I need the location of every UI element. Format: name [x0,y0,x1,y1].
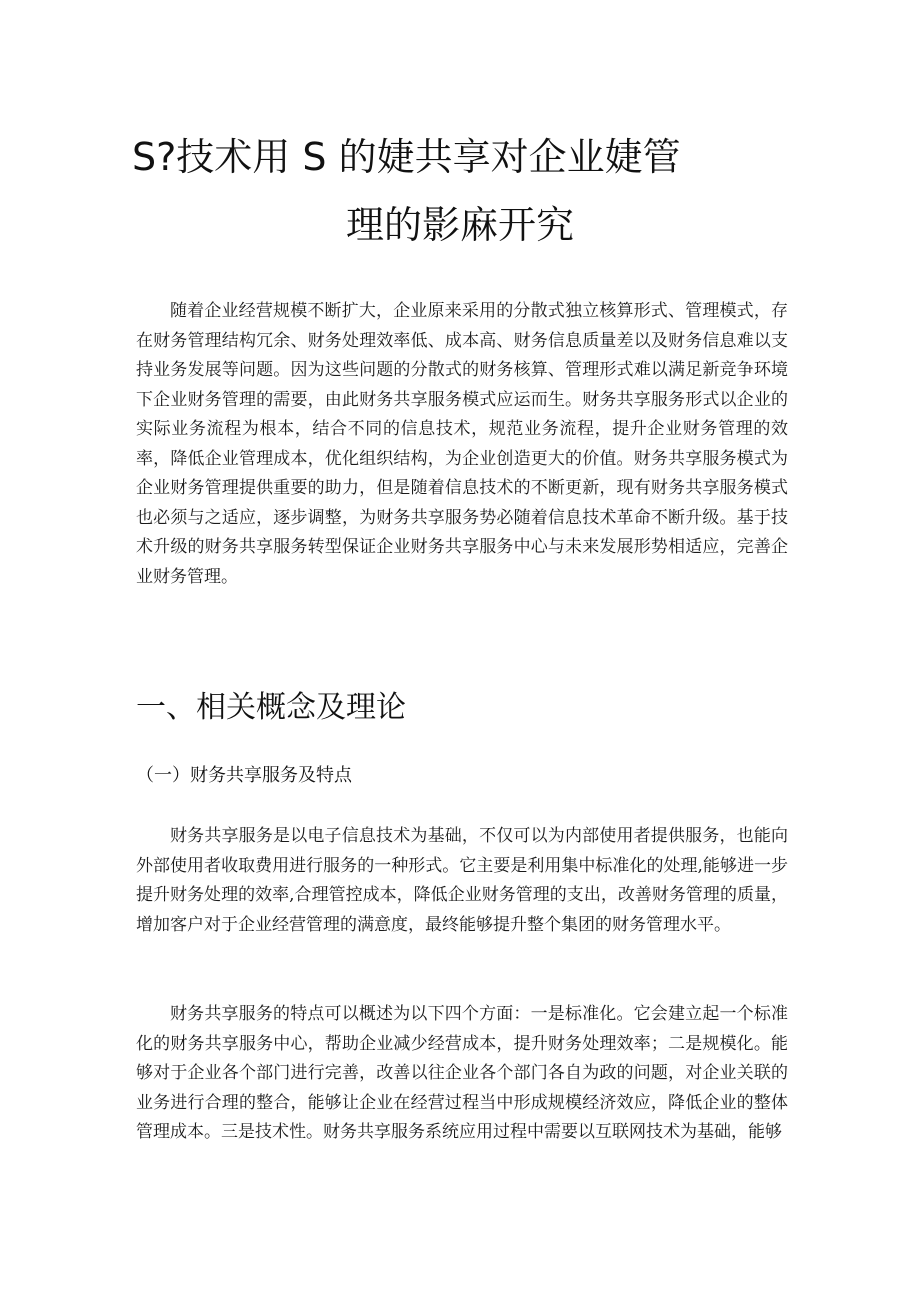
section-heading: 一、相关概念及理论 [136,690,406,725]
intro-paragraph: 随着企业经营规模不断扩大，企业原来采用的分散式独立核算形式、管理模式，存在财务管理结构冗余、财务处理效率低、成本高、财务信息质量差以及财务信息难以支持业务发展等问题。因为这些问题的分散式的财务核算、管理形式难以满足新竞争环境下企业财务管理的需要，由此财务共享服务模式应运而生。财务共享服务形式以企业的实际业务流程为根本，结合不同的信息技术，规范业务流程，提升企业财务管理的效率，降低企业管理成本，优化组织结构，为企业创造更大的价值。财务共享服务模式为企业财务管理提供重要的助力，但是随着信息技术的不断更新，现有财务共享服务模式也必须与之适应，逐步调整，为财务共享服务势必随着信息技术革命不断升级。基于技术升级的财务共享服务转型保证企业财务共享服务中心与未来发展形势相适应，完善企业财务管理。 [136,301,788,587]
title-line-1: S?技术用 S 的婕共享对企业婕管 [132,135,681,179]
body-paragraph-2: 财务共享服务是以电子信息技术为基础，不仅可以为内部使用者提供服务，也能向外部使用者收取费用进行服务的一种形式。它主要是利用集中标准化的处理,能够进一步提升财务处理的效率,合理管控成本，降低企业财务管理的支出，改善财务管理的质量，增加客户对于企业经营管理的满意度，最终能够提升整个集团的财务管理水平。 [136,826,788,935]
subsection-heading: （一）财务共享服务及特点 [136,765,352,786]
body-paragraph-3: 财务共享服务的特点可以概述为以下四个方面：一是标准化。它会建立起一个标准化的财务共享服务中心，帮助企业减少经营成本，提升财务处理效率；二是规模化。能够对于企业各个部门进行完善，改善以往企业各个部门各自为政的问题，对企业关联的业务进行合理的整合，能够让企业在经营过程当中形成规模经济效应，降低企业的整体管理成本。三是技术性。财务共享服务系统应用过程中需要以互联网技术为基础，能够 [136,1004,788,1142]
title-line-2: 理的影麻开究 [345,203,574,247]
